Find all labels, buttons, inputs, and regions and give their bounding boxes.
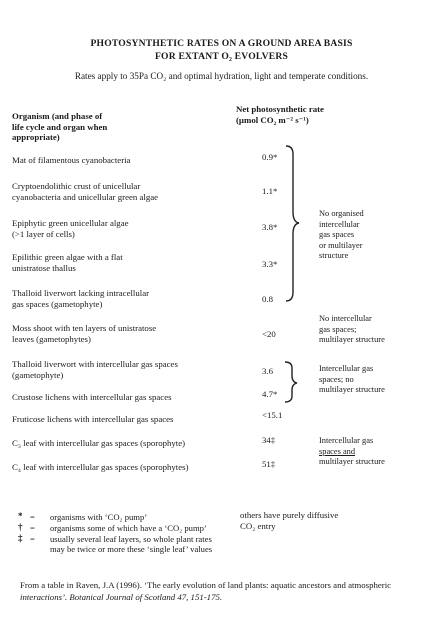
rate-value: 3.3* (262, 259, 278, 269)
organism-name: Epilithic green algae with a flat unistratose thallus (12, 252, 123, 274)
key-equals: = (30, 534, 35, 544)
intro-text: Rates apply to 35Pa CO₂ and optimal hydration, light and temperate conditions. (74, 71, 369, 81)
page-subtitle: FOR EXTANT O₂ EVOLVERS (155, 51, 288, 62)
group-note-4: Intercellular gas spaces and multilayer structure (319, 436, 385, 467)
organism-name: Cryptoendolithic crust of unicellular cyanobacteria and unicellular green algae (12, 181, 159, 203)
organism-name: C₄ leaf with intercellular gas spaces (sporophytes) (12, 462, 189, 472)
key-symbol: † (18, 522, 23, 532)
group-note-2: No intercellular gas spaces; multilayer structure (319, 314, 385, 345)
organism-name: Thalloid liverwort with intercellular gas spaces (gametophyte) (12, 359, 178, 381)
organism-name: Moss shoot with ten layers of unistratose leaves (gametophytes) (12, 323, 157, 345)
key-text: organisms with ‘CO₂ pump’ (50, 512, 148, 522)
key-equals: = (30, 512, 35, 522)
organism-name: Crustose lichens with intercellular gas spaces (12, 392, 172, 402)
organism-name: Fruticose lichens with intercellular gas spaces (12, 414, 174, 424)
rate-value: 34‡ (262, 435, 276, 445)
key-text: organisms some of which have a ‘CO₂ pump’ (50, 523, 207, 533)
group-note-1: No organised intercellular gas spaces or multilayer structure (319, 209, 364, 261)
rate-value: 0.8 (262, 294, 273, 304)
rate-value: 3.8* (262, 222, 278, 232)
rate-value: <15.1 (262, 410, 283, 420)
rate-value: <20 (262, 329, 276, 339)
organism-name: C₃ leaf with intercellular gas spaces (sporophyte) (12, 438, 186, 448)
organism-name: Epiphytic green unicellular algae (>1 layer of cells) (12, 218, 129, 240)
page-title: PHOTOSYNTHETIC RATES ON A GROUND AREA BASIS (90, 38, 353, 49)
organism-name: Thalloid liverwort lacking intracellular gas spaces (gametophyte) (12, 288, 150, 310)
key-symbol: ‡ (18, 533, 23, 543)
brace-group-1 (286, 146, 299, 301)
rate-value: 3.6 (262, 366, 273, 376)
rate-value: 1.1* (262, 186, 278, 196)
rate-header: Net photosynthetic rate (µmol CO₂ m⁻² s⁻¹) (236, 104, 324, 125)
key-symbol: * (18, 511, 23, 521)
rate-value: 0.9* (262, 152, 278, 162)
rate-value: 51‡ (262, 459, 276, 469)
organism-header: Organism (and phase of life cycle and organ when appropriate) (12, 111, 108, 143)
rate-value: 4.7* (262, 389, 278, 399)
source-citation: From a table in Raven, J.A (1996). ‘The early evolution of land plants: aquatic ancestors and atmospheric interactions’. Botanical Journal of Scotland 47, 151-175. (20, 580, 392, 603)
key-right-note: others have purely diffusive CO₂ entry (240, 510, 339, 531)
brace-group-3 (285, 362, 297, 402)
group-note-3: Intercellular gas spaces; no multilayer structure (319, 364, 385, 395)
key-equals: = (30, 523, 35, 533)
organism-name: Mat of filamentous cyanobacteria (12, 155, 131, 165)
key-text: usually several leaf layers, so whole plant rates may be twice or more these ‘single leaf’ values (50, 534, 213, 555)
